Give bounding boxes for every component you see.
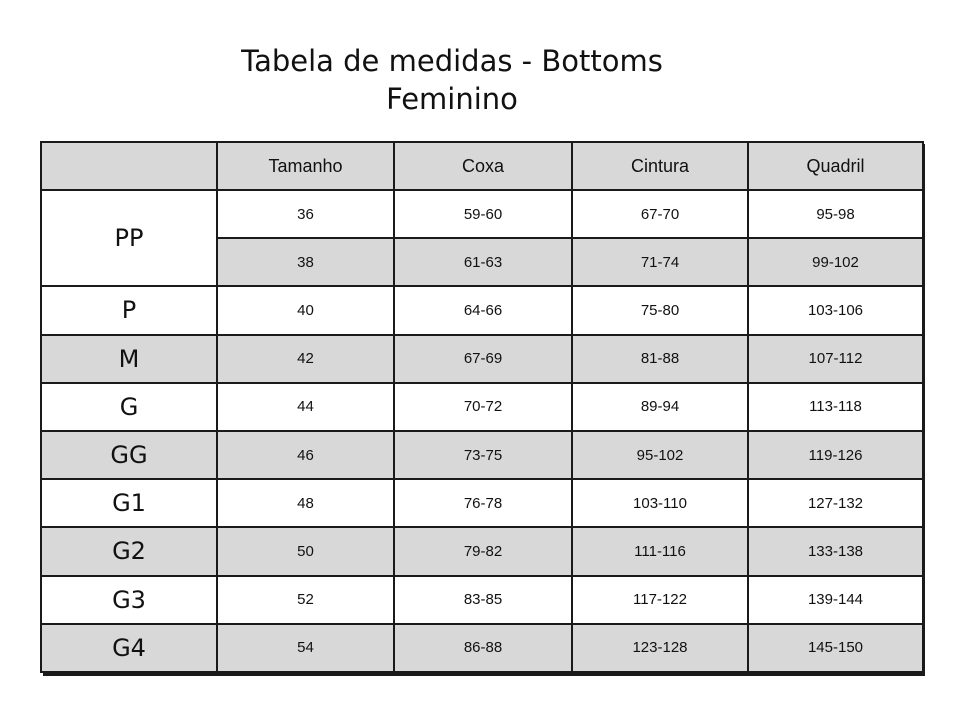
cell-coxa: 70-72 [394, 383, 572, 431]
cell-quadril: 107-112 [748, 335, 923, 383]
cell-coxa: 73-75 [394, 431, 572, 479]
table-row [41, 286, 923, 334]
cell-tamanho: 44 [217, 383, 394, 431]
size-label: G2 [41, 527, 217, 575]
size-label: G3 [41, 576, 217, 624]
table-row [41, 431, 923, 479]
cell-cintura: 81-88 [572, 335, 748, 383]
cell-cintura: 67-70 [572, 190, 748, 238]
cell-quadril: 103-106 [748, 286, 923, 334]
cell-tamanho: 42 [217, 335, 394, 383]
table-row [41, 383, 923, 431]
cell-tamanho: 46 [217, 431, 394, 479]
cell-cintura: 95-102 [572, 431, 748, 479]
cell-quadril: 99-102 [748, 238, 923, 286]
table-row [41, 624, 923, 672]
cell-cintura: 75-80 [572, 286, 748, 334]
title-line-1: Tabela de medidas - Bottoms [241, 44, 663, 78]
cell-coxa: 61-63 [394, 238, 572, 286]
page-title [0, 42, 904, 118]
cell-tamanho: 36 [217, 190, 394, 238]
cell-tamanho: 48 [217, 479, 394, 527]
cell-cintura: 117-122 [572, 576, 748, 624]
title-line-2: Feminino [386, 82, 518, 116]
cell-quadril: 113-118 [748, 383, 923, 431]
cell-cintura: 111-116 [572, 527, 748, 575]
cell-cintura: 71-74 [572, 238, 748, 286]
header-size [41, 142, 217, 190]
cell-quadril: 133-138 [748, 527, 923, 575]
cell-cintura: 103-110 [572, 479, 748, 527]
table-row [41, 527, 923, 575]
size-label: G4 [41, 624, 217, 672]
size-label: P [41, 286, 217, 334]
cell-tamanho: 38 [217, 238, 394, 286]
cell-quadril: 119-126 [748, 431, 923, 479]
cell-cintura: 89-94 [572, 383, 748, 431]
header-cintura: Cintura [572, 142, 748, 190]
cell-coxa: 76-78 [394, 479, 572, 527]
size-label: M [41, 335, 217, 383]
size-table [40, 141, 924, 673]
header-coxa: Coxa [394, 142, 572, 190]
cell-coxa: 64-66 [394, 286, 572, 334]
cell-tamanho: 54 [217, 624, 394, 672]
cell-quadril: 145-150 [748, 624, 923, 672]
table-row [41, 479, 923, 527]
size-label: G [41, 383, 217, 431]
cell-coxa: 59-60 [394, 190, 572, 238]
cell-coxa: 67-69 [394, 335, 572, 383]
header-tamanho: Tamanho [217, 142, 394, 190]
cell-tamanho: 40 [217, 286, 394, 334]
table-row [41, 576, 923, 624]
cell-quadril: 95-98 [748, 190, 923, 238]
header-quadril: Quadril [748, 142, 923, 190]
size-label: GG [41, 431, 217, 479]
cell-tamanho: 52 [217, 576, 394, 624]
size-label: G1 [41, 479, 217, 527]
cell-coxa: 86-88 [394, 624, 572, 672]
cell-cintura: 123-128 [572, 624, 748, 672]
cell-quadril: 139-144 [748, 576, 923, 624]
table-row [41, 190, 923, 238]
cell-tamanho: 50 [217, 527, 394, 575]
size-label: PP [41, 190, 217, 286]
cell-coxa: 79-82 [394, 527, 572, 575]
table-header-row [41, 142, 923, 190]
cell-coxa: 83-85 [394, 576, 572, 624]
table-row [41, 335, 923, 383]
cell-quadril: 127-132 [748, 479, 923, 527]
